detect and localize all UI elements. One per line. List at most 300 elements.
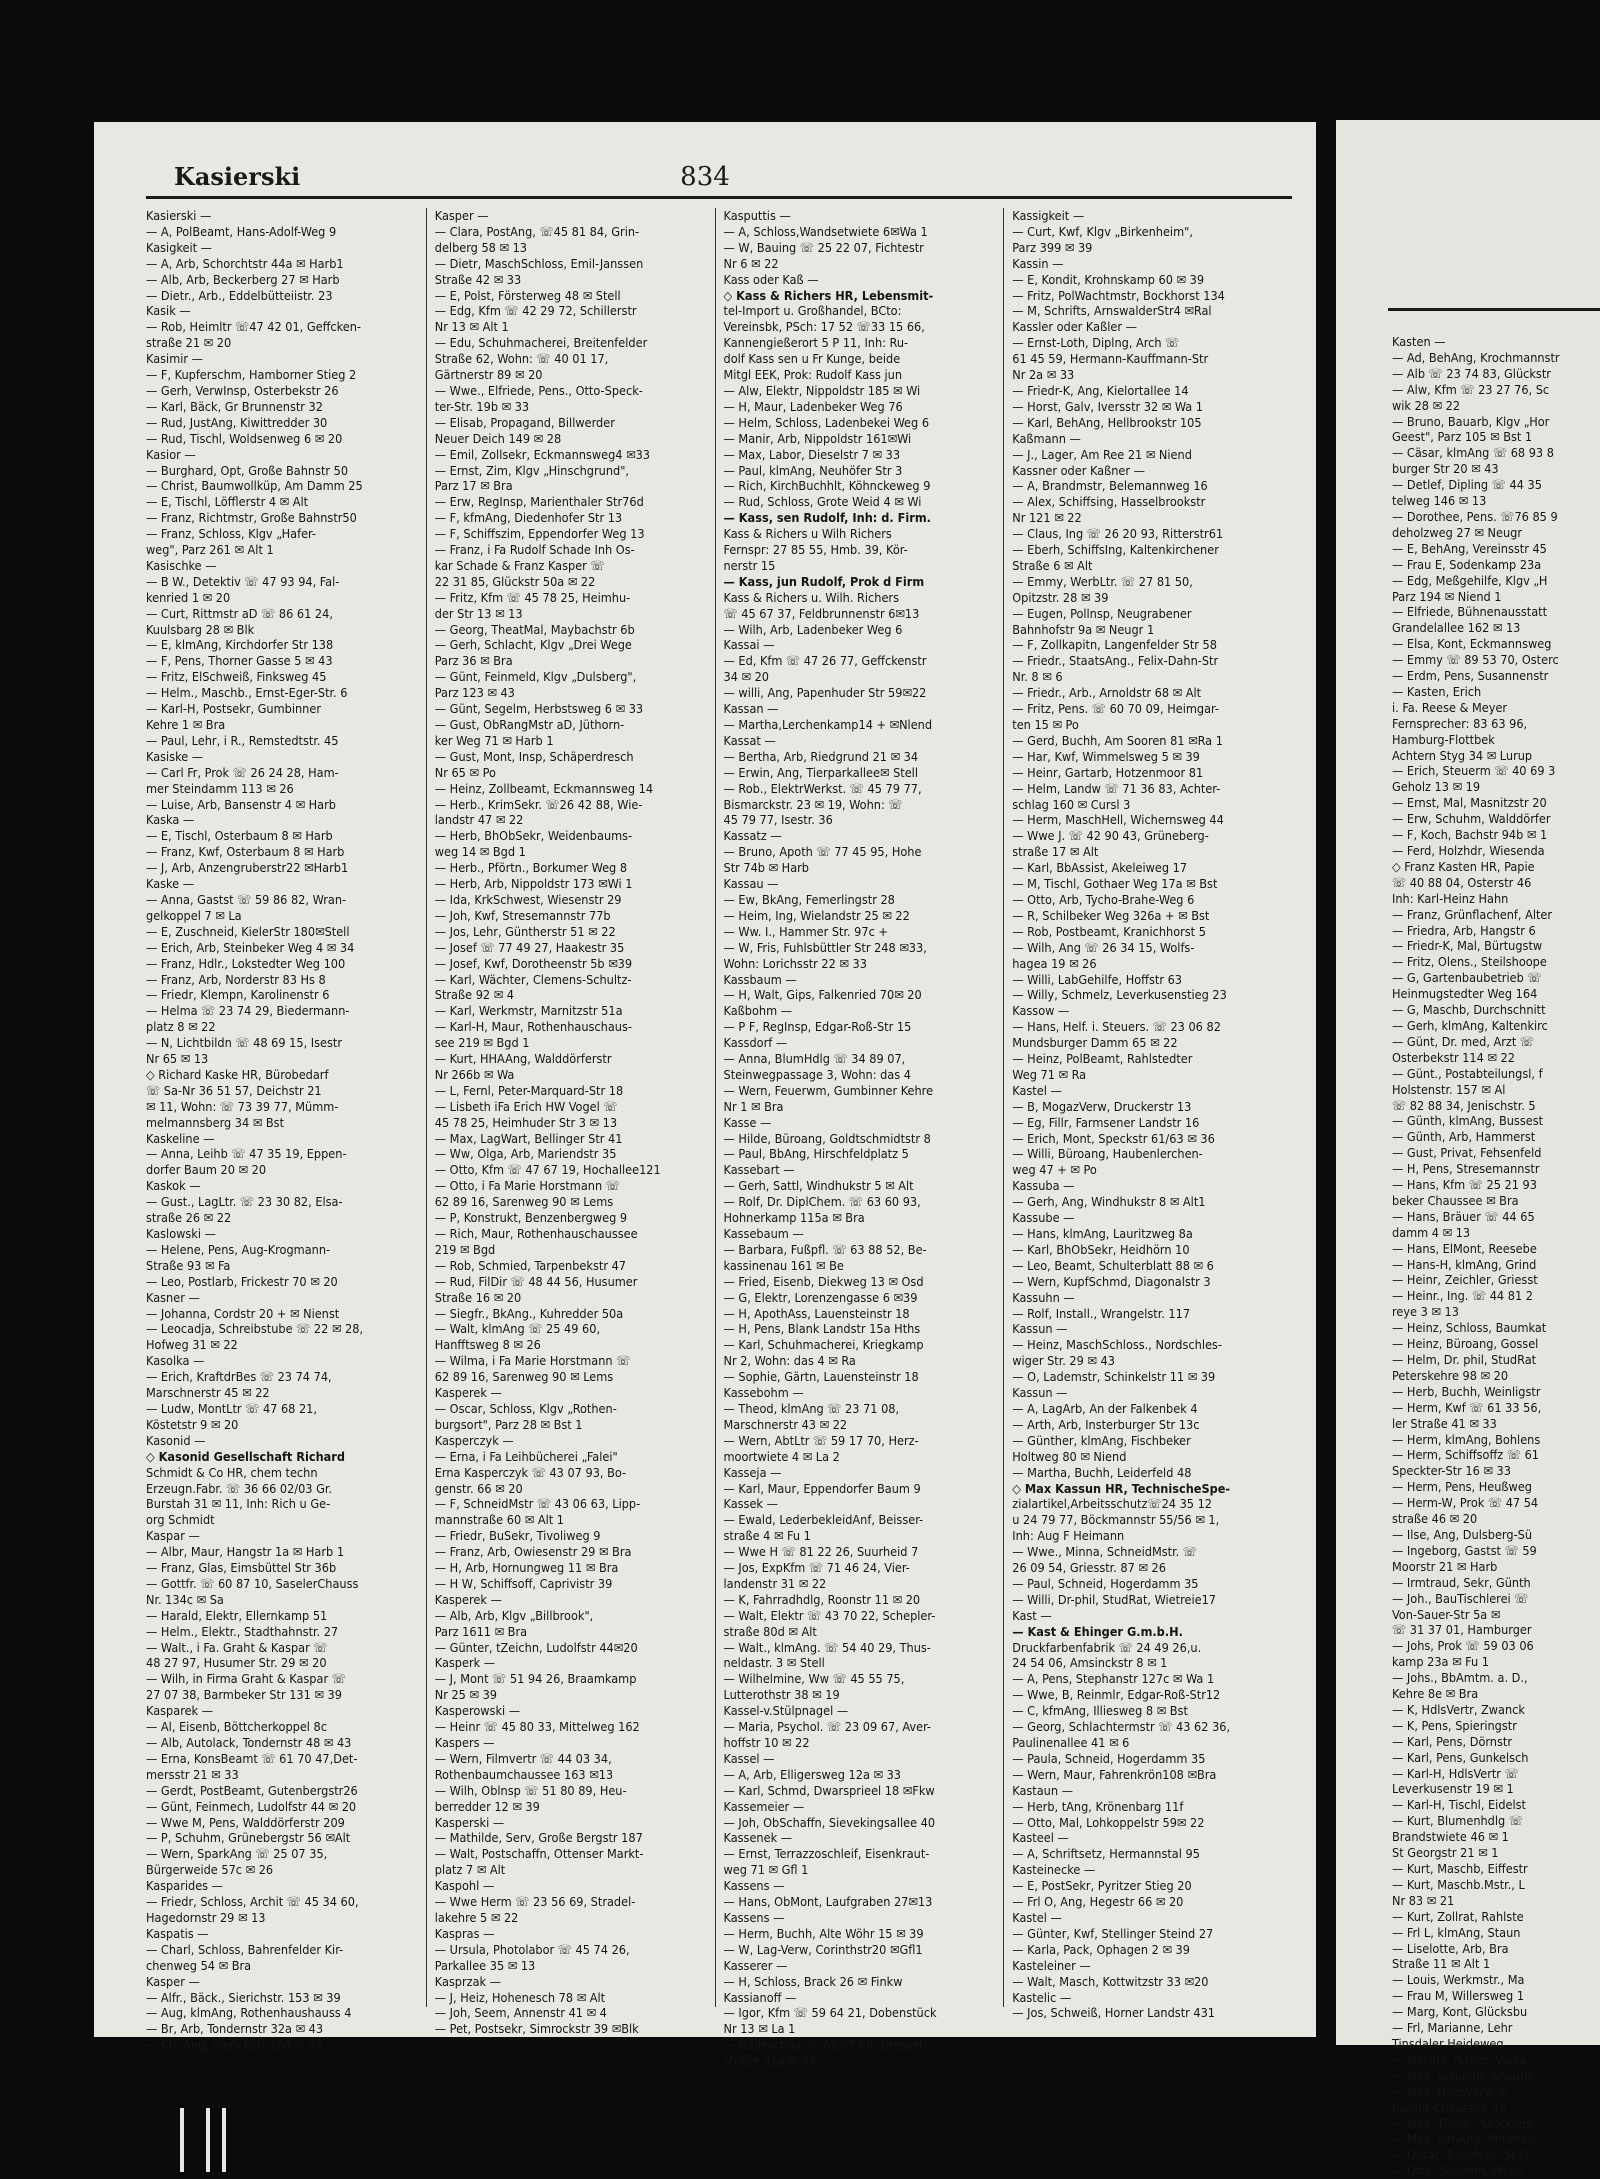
directory-entry-line: — O, Lademstr, Schinkelstr 11 ✉ 39 <box>1012 1369 1216 1385</box>
directory-entry-line: landstr 47 ✉ 22 <box>434 812 524 828</box>
adjacent-entry-line: Nr 83 ✉ 21 <box>1392 1892 1455 1908</box>
directory-entry-line: — Joh, Seem, Annenstr 41 ✉ 4 <box>434 2005 607 2021</box>
directory-entry-line: — Nadeschda ☏ 61 07 68, Drossel- <box>723 2037 927 2053</box>
adjacent-entry-line: — Alb ☏ 23 74 83, Glückstr <box>1392 365 1551 381</box>
directory-entry-line: — Alex, Schiffsing, Hasselbrookstr <box>1012 494 1206 510</box>
adjacent-entry-line: Kehre 8e ✉ Bra <box>1392 1686 1479 1702</box>
adjacent-entry-line: ler Straße 41 ✉ 33 <box>1392 1415 1497 1431</box>
directory-entry-line: Hohnerkamp 115a ✉ Bra <box>723 1210 865 1226</box>
directory-entry-line: — K, Fahrradhdlg, Roonstr 11 ✉ 20 <box>723 1591 921 1607</box>
directory-entry-line: — Burghard, Opt, Große Bahnstr 50 <box>146 462 349 478</box>
directory-entry-line: — Heinr, Gartarb, Hotzenmoor 81 <box>1012 764 1204 780</box>
directory-entry-line: Kassan — <box>723 701 779 717</box>
adjacent-entry-line: — Bruno, Bauarb, Klgv „Hor <box>1392 413 1550 429</box>
directory-entry-line: Kassdorf — <box>723 1035 788 1051</box>
directory-entry-line: — Erwin, Ang, Tierparkallee✉ Stell <box>723 764 918 780</box>
directory-entry-line: wiger Str. 29 ✉ 43 <box>1012 1353 1115 1369</box>
directory-entry-line: 34 ✉ 20 <box>723 669 770 685</box>
directory-entry-line: Kassianoff — <box>723 1989 797 2005</box>
directory-entry-line: moortwiete 4 ✉ La 2 <box>723 1448 840 1464</box>
directory-entry-line: — Heinz, PolBeamt, Rahlstedter <box>1012 1051 1193 1067</box>
adjacent-entry-line: — Karl-H, Tischl, Eidelst <box>1392 1797 1526 1813</box>
directory-entry-line: kassinenau 161 ✉ Be <box>723 1257 844 1273</box>
directory-entry-line: — Paul, klmAng, Neuhöfer Str 3 <box>723 462 903 478</box>
directory-entry-line: — Br, Arb, Tondernstr 32a ✉ 43 <box>146 2021 324 2037</box>
directory-entry-line: Kasner — <box>146 1289 200 1305</box>
adjacent-entry-line: ◇ Franz Kasten HR, Papie <box>1392 858 1535 874</box>
directory-entry-line: — Herb., KrimSekr. ☏26 42 88, Wie- <box>434 796 643 812</box>
directory-entry-line: — Wilhelmine, Ww ☏ 45 55 75, <box>723 1671 905 1687</box>
directory-entry-line: Straße 92 ✉ 4 <box>434 987 515 1003</box>
adjacent-entry-line: — Erdm, Pens, Susannenstr <box>1392 668 1549 684</box>
directory-entry-line: Kassemeier — <box>723 1798 805 1814</box>
directory-entry-line: — Georg, Schlachtermstr ☏ 43 62 36, <box>1012 1719 1231 1735</box>
directory-entry-line: Paulinenallee 41 ✉ 6 <box>1012 1735 1130 1750</box>
directory-entry-line: delberg 58 ✉ 13 <box>434 239 527 255</box>
directory-entry-line: — Wilh, Ang ☏ 26 34 15, Wolfs- <box>1012 939 1195 955</box>
directory-entry-line: Kaspras — <box>434 1925 495 1941</box>
adjacent-entry-line: Geest", Parz 105 ✉ Bst 1 <box>1392 429 1533 445</box>
directory-entry-line: — Arth, Arb, Insterburger Str 13c <box>1012 1416 1200 1432</box>
adjacent-entry-line: — Frau E, Sodenkamp 23a <box>1392 556 1542 572</box>
directory-entry-line: — Siegfr., BkAng., Kuhredder 50a <box>434 1305 624 1321</box>
directory-entry-line: — Jos, Lehr, Güntherstr 51 ✉ 22 <box>434 923 616 939</box>
adjacent-entry-line: — Johs., BbAmtm. a. D., <box>1392 1670 1528 1686</box>
directory-entry-line: — Joh, ObSchaffn, Sievekingsallee 40 <box>723 1814 936 1830</box>
directory-entry-line: — Wwe M, Pens, Walddörferstr 209 <box>146 1814 345 1830</box>
directory-entry-line: — Anna, Leihb ☏ 47 35 19, Eppen- <box>146 1146 347 1162</box>
directory-entry-line: Kasperek — <box>434 1385 502 1401</box>
adjacent-entry-line: burger Chaussee 49 <box>1392 2099 1507 2115</box>
directory-entry-line: Kassel — <box>723 1750 775 1766</box>
adjacent-entry-line: — Johs, Prok ☏ 59 03 06 <box>1392 1638 1534 1654</box>
directory-entry-line: — Karl, Schmd, Dwarsprieel 18 ✉Fkw <box>723 1782 935 1798</box>
adjacent-entry-line: Osterbekstr 114 ✉ 22 <box>1392 1049 1515 1065</box>
directory-entry-line: — Rud, JustAng, Kiwittredder 30 <box>146 414 328 430</box>
directory-entry-line: 61 45 59, Hermann-Kauffmann-Str <box>1012 351 1209 367</box>
adjacent-entry-line: — Frl L, klmAng, Staun <box>1392 1924 1521 1940</box>
adjacent-entry-line: — Heinz, Schloss, Baumkat <box>1392 1320 1547 1336</box>
adjacent-entry-line: — Cäsar, klmAng ☏ 68 93 8 <box>1392 445 1554 461</box>
directory-entry-line: — Joh, Kwf, Stresemannstr 77b <box>434 907 611 923</box>
directory-entry-line: weg 47 + ✉ Po <box>1012 1162 1097 1178</box>
directory-entry-line: Kaßmann — <box>1012 430 1081 446</box>
directory-entry-line: — Alfr., Bäck., Sierichstr. 153 ✉ 39 <box>146 1989 341 2005</box>
directory-entry-line: — B, MogazVerw, Druckerstr 13 <box>1012 1098 1192 1114</box>
page-number: 834 <box>680 162 730 192</box>
directory-entry-line: Druckfarbenfabrik ☏ 24 49 26,u. <box>1012 1639 1202 1655</box>
directory-entry-line: — Karla, Pack, Ophagen 2 ✉ 39 <box>1012 1941 1190 1957</box>
adjacent-entry-line: — H, Pens, Stresemannstr <box>1392 1161 1540 1177</box>
directory-entry-line: — Frl O, Ang, Hegestr 66 ✉ 20 <box>1012 1894 1184 1910</box>
directory-entry-line: 45 78 25, Heimhuder Str 3 ✉ 13 <box>434 1114 618 1130</box>
directory-entry-line: — Paul, Lehr, i R., Remstedtstr. 45 <box>146 732 339 748</box>
directory-entry-line: Kassat — <box>723 732 776 748</box>
header-rule <box>146 196 1292 199</box>
adjacent-entry-line: ☏ 40 88 04, Osterstr 46 <box>1392 874 1532 890</box>
adjacent-entry-line: — Karl, Pens, Dörnstr <box>1392 1733 1512 1749</box>
directory-entry-line: — Edu, Schuhmacherei, Breitenfelder <box>434 335 648 351</box>
adjacent-entry-line: — Friedra, Arb, Hangstr 6 <box>1392 922 1536 938</box>
directory-entry-line: — Wern, Filmvertr ☏ 44 03 34, <box>434 1750 612 1766</box>
directory-entry-line: nerstr 15 <box>723 557 776 573</box>
directory-entry-line: — Rob., ElektrWerkst. ☏ 45 79 77, <box>723 780 922 796</box>
directory-entry-line: — Al, Eisenb, Böttcherkoppel 8c <box>146 1719 327 1735</box>
directory-entry-line: — A, Schriftsetz, Hermannstal 95 <box>1012 1846 1200 1862</box>
adjacent-entry-line: — Frau M, Willersweg 1 <box>1392 1988 1525 2004</box>
directory-entry-line: weg", Parz 261 ✉ Alt 1 <box>146 542 274 558</box>
directory-entry-line: Kassow — <box>1012 1003 1070 1019</box>
directory-entry-line: — Claus, Ing ☏ 26 20 93, Ritterstr61 <box>1012 526 1224 542</box>
directory-entry-line: Kastelic — <box>1012 1989 1072 2005</box>
adjacent-entry-line: — Elfriede, Bühnenausstatt <box>1392 604 1548 620</box>
directory-entry-line: — Otto, Mal, Lohkoppelstr 59✉ 22 <box>1012 1814 1205 1830</box>
directory-entry-line: — Josef ☏ 77 49 27, Haakestr 35 <box>434 939 625 955</box>
directory-entry-line: Kassler oder Kaßler — <box>1012 319 1137 335</box>
directory-entry-line: — E, klmAng, Kirchdorfer Str 138 <box>146 637 334 653</box>
directory-entry-line: Erzeugn.Fabr. ☏ 36 66 02/03 Gr. <box>146 1480 332 1496</box>
adjacent-entry-line: — Fritz, Olens., Steilshoope <box>1392 954 1547 970</box>
adjacent-entry-line: — Hans, ElMont, Reesebe <box>1392 1240 1537 1256</box>
directory-entry-line: hagea 19 ✉ 26 <box>1012 955 1097 971</box>
directory-entry-line: — Herb., Pförtn., Borkumer Weg 8 <box>434 860 628 876</box>
directory-entry-line: — Wern, SparkAng ☏ 25 07 35, <box>146 1846 328 1862</box>
directory-entry-line: mannstraße 60 ✉ Alt 1 <box>434 1512 564 1528</box>
directory-entry-line: — Ew, BkAng, Femerlingstr 28 <box>723 891 895 907</box>
directory-entry-line: — E, PostSekr, Pyritzer Stieg 20 <box>1012 1878 1192 1894</box>
directory-entry-line: — E, Tischl, Löfflerstr 4 ✉ Alt <box>146 494 309 510</box>
adjacent-entry-line: — Louis, Werkmstr., Ma <box>1392 1972 1525 1988</box>
directory-entry-line: — Barbara, Fußpfl. ☏ 63 88 52, Be- <box>723 1241 927 1257</box>
adjacent-entry-line: Achtern Styg 34 ✉ Lurup <box>1392 747 1533 763</box>
directory-entry-line: — Erna, i Fa Leihbücherei „Falei" <box>434 1448 618 1464</box>
directory-entry-line: neldastr. 3 ✉ Stell <box>723 1655 825 1671</box>
column-3 <box>715 208 1004 2069</box>
adjacent-entry-line: Von-Sauer-Str 5a ✉ <box>1392 1606 1501 1622</box>
directory-entry-line: Kaskeline — <box>146 1130 215 1146</box>
directory-entry-line: — Martha, Buchh, Leiderfeld 48 <box>1012 1464 1192 1480</box>
directory-entry-line: — Rich, Maur, Rothenhauschaussee <box>434 1226 638 1241</box>
directory-entry-line: — Friedr., StaatsAng., Felix-Dahn-Str <box>1012 653 1219 669</box>
adjacent-entry-line: Hamburg-Flottbek <box>1392 731 1495 747</box>
adjacent-entry-line: — Herb, Buchh, Weinligstr <box>1392 1383 1541 1399</box>
directory-entry-line: — Ida, KrkSchwest, Wiesenstr 29 <box>434 891 622 907</box>
directory-entry-line: — P, Schuhm, Grünebergstr 56 ✉Alt <box>146 1830 351 1846</box>
directory-entry-line: — Willy, Schmelz, Leverkusenstieg 23 <box>1012 987 1227 1003</box>
adjacent-entry-line: — Ferd, Holzhdr, Wiesenda <box>1392 843 1545 858</box>
directory-entry-line: — F, Schiffszim, Eppendorfer Weg 13 <box>434 526 645 542</box>
directory-entry-line: — Gerh, Schlacht, Klgv „Drei Wege <box>434 637 632 653</box>
directory-entry-line: Kasigkeit — <box>146 239 213 255</box>
directory-entry-line: Kassel-v.Stülpnagel — <box>723 1703 849 1719</box>
directory-entry-line: Parz 17 ✉ Bra <box>434 478 513 494</box>
directory-entry-line: — Günter, Kwf, Stellinger Steind 27 <box>1012 1925 1214 1941</box>
directory-entry-line: — Max, Labor, Dieselstr 7 ✉ 33 <box>723 446 901 462</box>
directory-entry-line: — J, Mont ☏ 51 94 26, Braamkamp <box>434 1671 637 1687</box>
directory-entry-line: Kasparides — <box>146 1878 223 1894</box>
directory-entry-line: — E, Polst, Försterweg 48 ✉ Stell <box>434 287 621 303</box>
directory-entry-line: — Wwe Herm ☏ 23 56 69, Stradel- <box>434 1894 636 1910</box>
directory-entry-line: — Elisab, Propagand, Billwerder <box>434 414 615 430</box>
directory-entry-line: — A, Arb, Schorchtstr 44a ✉ Harb1 <box>146 255 344 271</box>
page-header <box>94 162 1316 196</box>
adjacent-entry-line: — E, BehAng, Vereinsstr 45 <box>1392 540 1547 556</box>
directory-entry-line: Kasteel — <box>1012 1830 1069 1846</box>
directory-entry-line: Kaske — <box>146 876 195 892</box>
directory-entry-line: — F, kfmAng, Diedenhofer Str 13 <box>434 510 623 526</box>
directory-entry-line: Kassigkeit — <box>1012 208 1085 223</box>
directory-entry-line: straße 80d ✉ Alt <box>723 1623 817 1639</box>
directory-entry-line: — Rud, Schloss, Grote Weid 4 ✉ Wi <box>723 494 922 510</box>
directory-entry-line: — Walt., klmAng. ☏ 54 40 29, Thus- <box>723 1639 931 1655</box>
directory-entry-line: Lutterothstr 38 ✉ 19 <box>723 1687 840 1703</box>
adjacent-entry-line: — Max, Schuhm, Anguns <box>1392 2067 1534 2083</box>
directory-entry-line: — Bertha, Arb, Riedgrund 21 ✉ 34 <box>723 748 919 764</box>
directory-entry-line: — Ww. I., Hammer Str. 97c + <box>723 923 888 939</box>
directory-entry-line: berredder 12 ✉ 39 <box>434 1798 540 1814</box>
directory-entry-line: — Franz, Arb, Owiesenstr 29 ✉ Bra <box>434 1544 632 1560</box>
directory-entry-line: — Emil, Zollsekr, Eckmannsweg4 ✉33 <box>434 446 650 462</box>
directory-entry-line: Kastel — <box>1012 1909 1062 1925</box>
directory-entry-line: — Wilh, Oblnsp ☏ 51 80 89, Heu- <box>434 1782 627 1798</box>
columns <box>146 208 1292 2069</box>
adjacent-entry-line: — Kurt, Blumenhdlg ☏ <box>1392 1813 1523 1829</box>
directory-entry-line: — Otto, i Fa Marie Horstmann ☏ <box>434 1178 620 1194</box>
directory-entry-line: — Friedr, Schloss, Archit ☏ 45 34 60, <box>146 1894 359 1910</box>
directory-entry-line: Straße 42 ✉ 33 <box>434 271 522 287</box>
directory-entry-line: — Herb, Arb, Nippoldstr 173 ✉Wi 1 <box>434 876 633 892</box>
directory-entry-line: — Edg, Kfm ☏ 42 29 72, Schillerstr <box>434 303 637 319</box>
directory-entry-line: Rothenbaumchaussee 163 ✉13 <box>434 1766 614 1782</box>
directory-entry-line: — Gust, Mont, Insp, Schäperdresch <box>434 748 634 764</box>
directory-entry-line: — Aug, klmAng, Rothenhaushauss 4 <box>146 2005 352 2021</box>
directory-entry-line: — Otto, Arb, Tycho-Brahe-Weg 6 <box>1012 891 1195 907</box>
directory-entry-line: platz 8 ✉ 22 <box>146 1019 216 1035</box>
directory-entry-line: 24 54 06, Amsinckstr 8 ✉ 1 <box>1012 1655 1168 1671</box>
directory-entry-line: der Str 13 ✉ 13 <box>434 605 523 621</box>
directory-entry-line: Vereinsbk, PSch: 17 52 ☏33 15 66, <box>723 319 925 335</box>
adjacent-entry-line: — Kurt, Maschb, Eiffestr <box>1392 1861 1528 1876</box>
adjacent-entry-line: Leverkusenstr 19 ✉ 1 <box>1392 1781 1514 1797</box>
directory-entry-line: Kassenek — <box>723 1830 793 1846</box>
directory-entry-line: — Fried, Eisenb, Diekweg 13 ✉ Osd <box>723 1273 924 1289</box>
directory-entry-line: — Herm, MaschHell, Wichernsweg 44 <box>1012 812 1224 828</box>
adjacent-entry-line: Inh: Karl-Heinz Hahn <box>1392 890 1509 906</box>
directory-entry-line: — Curt, Rittmstr aD ☏ 86 61 24, <box>146 605 333 621</box>
adjacent-entry-line: kamp 23a ✉ Fu 1 <box>1392 1654 1489 1670</box>
directory-entry-line: — Sophie, Gärtn, Lauensteinstr 18 <box>723 1369 919 1385</box>
directory-entry-line: Kasse — <box>723 1114 772 1130</box>
directory-entry-line: — N, Lichtbildn ☏ 48 69 15, Isestr <box>146 1035 342 1051</box>
directory-entry-line: — Franz, Schloss, Klgv „Hafer- <box>146 526 316 542</box>
adjacent-entry-line: reye 3 ✉ 13 <box>1392 1304 1459 1320</box>
directory-entry-line: — Kast & Ehinger G.m.b.H. <box>1012 1623 1183 1639</box>
directory-entry-line: Kassebohm — <box>723 1385 804 1401</box>
directory-entry-line: — Martha,Lerchenkamp14 + ✉Nlend <box>723 717 933 732</box>
directory-entry-line: — A, Brandmstr, Belemannweg 16 <box>1012 478 1208 494</box>
directory-entry-line: — H, Maur, Ladenbeker Weg 76 <box>723 398 903 414</box>
directory-entry-line: burgsort", Parz 28 ✉ Bst 1 <box>434 1416 583 1432</box>
adjacent-entry-line: — Hans, Kfm ☏ 25 21 93 <box>1392 1177 1537 1193</box>
directory-entry-line: Kassuhn — <box>1012 1289 1075 1305</box>
directory-entry-line: — Karl, BehAng, Hellbrookstr 105 <box>1012 414 1202 430</box>
adjacent-entry-line: Heinmugstedter Weg 164 <box>1392 986 1538 1002</box>
directory-entry-line: Fernspr: 27 85 55, Hmb. 39, Kör- <box>723 542 908 558</box>
directory-entry-line: — Wwe., Elfriede, Pens., Otto-Speck- <box>434 382 643 398</box>
directory-entry-line: — Dietr, MaschSchloss, Emil-Janssen <box>434 255 644 271</box>
directory-entry-line: Kassens — <box>723 1909 785 1925</box>
directory-entry-line: ten 15 ✉ Po <box>1012 717 1079 732</box>
directory-entry-line: — Gerdt, PostBeamt, Gutenbergstr26 <box>146 1782 358 1798</box>
adjacent-page <box>1336 120 1600 2179</box>
directory-entry-line: — J., Lager, Am Ree 21 ✉ Niend <box>1012 446 1192 462</box>
directory-entry-line: — J, Arb, Anzengruberstr22 ✉Harb1 <box>146 860 349 876</box>
directory-entry-line: Kaßbohm — <box>723 1003 793 1019</box>
directory-entry-line: — Wwe., Minna, SchneidMstr. ☏ <box>1012 1544 1197 1560</box>
directory-entry-line: Nr. 134c ✉ Sa <box>146 1591 224 1607</box>
directory-entry-line: — Walt, Masch, Kottwitzstr 33 ✉20 <box>1012 1973 1209 1989</box>
directory-entry-line: Steinwegpassage 3, Wohn: das 4 <box>723 1066 911 1082</box>
directory-entry-line: — Igor, Kfm ☏ 59 64 21, Dobenstück <box>723 2005 937 2021</box>
directory-entry-line: weg 71 ✉ Gfl 1 <box>723 1862 809 1878</box>
directory-entry-line: Kaska — <box>146 812 195 828</box>
directory-entry-line: — Rolf, Install., Wrangelstr. 117 <box>1012 1305 1191 1321</box>
directory-entry-line: see 219 ✉ Bgd 1 <box>434 1035 530 1051</box>
directory-entry-line: Kassai — <box>723 637 775 653</box>
adjacent-entry-line: — Irmtraud, Sekr, Günth <box>1392 1574 1531 1590</box>
directory-entry-line: Nr 2a ✉ 33 <box>1012 367 1075 383</box>
directory-entry-line: Kasior — <box>146 446 196 462</box>
directory-entry-line: Bürgerweide 57c ✉ 26 <box>146 1862 274 1878</box>
adjacent-entry-line: — G, Maschb, Durchschnitt <box>1392 1002 1546 1018</box>
directory-entry-line: Kassube — <box>1012 1210 1075 1226</box>
directory-entry-line: ✉ 11, Wohn: ☏ 73 39 77, Mümm- <box>146 1098 339 1114</box>
directory-entry-line: — H, Arb, Hornungweg 11 ✉ Bra <box>434 1560 619 1576</box>
directory-entry-line: — Bruno, Apoth ☏ 77 45 95, Hohe <box>723 844 922 860</box>
directory-entry-line: Parz 123 ✉ 43 <box>434 685 515 701</box>
directory-entry-line: — Theod, klmAng ☏ 23 71 08, <box>723 1400 900 1416</box>
directory-entry-line: — Wern, Maur, Fahrenkrön108 ✉Bra <box>1012 1766 1217 1782</box>
directory-entry-line: Nr 1 ✉ Bra <box>723 1098 784 1114</box>
directory-entry-line: — Helma ☏ 23 74 29, Biedermann- <box>146 1003 350 1019</box>
adjacent-entry-line: — Günt., Postabteilungsl, f <box>1392 1065 1543 1081</box>
directory-entry-line: — Ernst-Loth, Diplng, Arch ☏ <box>1012 335 1180 351</box>
directory-entry-line: ◇ Kass & Richers HR, Lebensmit- <box>723 287 934 303</box>
directory-entry-line: Hagedornstr 29 ✉ 13 <box>146 1909 266 1925</box>
directory-entry-line: Kannengießerort 5 P 11, Inh: Ru- <box>723 335 909 351</box>
directory-entry-line: — A, Schloss,Wandsetwiete 6✉Wa 1 <box>723 223 928 239</box>
directory-entry-line: — Leo, Postlarb, Frickestr 70 ✉ 20 <box>146 1273 338 1289</box>
directory-entry-line: Kassebaum — <box>723 1226 804 1241</box>
directory-entry-line: — Paula, Schneid, Hogerdamm 35 <box>1012 1750 1206 1766</box>
adjacent-entry-line: — Heinr, Zeichler, Griesst <box>1392 1272 1538 1288</box>
adjacent-entry-line: — Hans-H, klmAng, Grind <box>1392 1256 1537 1272</box>
directory-entry-line: — Hans, ObMont, Laufgraben 27✉13 <box>723 1894 933 1910</box>
directory-entry-line: Kassun — <box>1012 1321 1068 1337</box>
directory-entry-line: Kasonid — <box>146 1432 206 1448</box>
directory-entry-line: ◇ Richard Kaske HR, Bürobedarf <box>146 1066 329 1082</box>
adjacent-entry-line: — Günt, Dr. med, Arzt ☏ <box>1392 1033 1535 1049</box>
directory-entry-line: Kastaun — <box>1012 1782 1073 1798</box>
directory-entry-line: — A, LagArb, An der Falkenbek 4 <box>1012 1400 1198 1416</box>
directory-entry-line: gelkoppel 7 ✉ La <box>146 907 242 923</box>
directory-entry-line: 22 31 85, Glückstr 50a ✉ 22 <box>434 573 596 589</box>
directory-entry-line: — Friedr., Arb., Arnoldstr 68 ✉ Alt <box>1012 685 1202 701</box>
directory-entry-line: — Rob, Postbeamt, Kranichhorst 5 <box>1012 923 1206 939</box>
adjacent-entry-line: — Joh., BauTischlerei ☏ <box>1392 1590 1529 1606</box>
directory-entry-line: — Eugen, Pollnsp, Neugrabener <box>1012 605 1192 621</box>
directory-entry-line: melmannsberg 34 ✉ Bst <box>146 1114 285 1130</box>
directory-entry-line: Burstah 31 ✉ 11, Inh: Rich u Ge- <box>146 1496 331 1512</box>
directory-entry-line: — Luise, Arb, Bansenstr 4 ✉ Harb <box>146 796 336 812</box>
adjacent-entry-line: — Heinz, Büroang, Gossel <box>1392 1336 1539 1352</box>
directory-entry-line: 26 09 54, Griesstr. 87 ✉ 26 <box>1012 1560 1166 1576</box>
directory-entry-line: zialartikel,Arbeitsschutz☏24 35 12 <box>1012 1496 1213 1512</box>
adjacent-entry-line: — G, Gartenbaubetrieb ☏ <box>1392 970 1542 986</box>
directory-entry-line: — Harald, Elektr, Ellernkamp 51 <box>146 1607 328 1623</box>
adjacent-entry-line: Peterskehre 98 ✉ 20 <box>1392 1367 1509 1383</box>
directory-entry-line: Kasperowski — <box>434 1703 521 1719</box>
directory-entry-line: — Wwe, B, Reinmlr, Edgar-Roß-Str12 <box>1012 1687 1221 1703</box>
directory-entry-line: — Walt, Postschaffn, Ottenser Markt- <box>434 1846 644 1862</box>
adjacent-entry-line: — Herm, Pens, Heußweg <box>1392 1479 1532 1495</box>
adjacent-entry-line: ☏ 82 88 34, Jenischstr. 5 <box>1392 1097 1536 1113</box>
directory-entry-line: 62 89 16, Sarenweg 90 ✉ Lems <box>434 1369 614 1385</box>
directory-entry-line: Kasperek — <box>434 1591 502 1607</box>
directory-entry-line: Kasimir — <box>146 351 203 367</box>
directory-entry-line: — Horst, Galv, Iversstr 32 ✉ Wa 1 <box>1012 398 1204 414</box>
directory-entry-line: schlag 160 ✉ Cursl 3 <box>1012 796 1131 812</box>
directory-entry-line: — Fritz, ElSchweiß, Finksweg 45 <box>146 669 327 685</box>
directory-entry-line: — Günt, Segelm, Herbstsweg 6 ✉ 33 <box>434 701 644 717</box>
directory-entry-line: Opitzstr. 28 ✉ 39 <box>1012 589 1109 605</box>
directory-entry-line: — Karl, Werkmstr, Marnitzstr 51a <box>434 1003 623 1019</box>
directory-entry-line: Mundsburger Damm 65 ✉ 22 <box>1012 1035 1178 1051</box>
directory-entry-line: Kasper — <box>146 1973 200 1989</box>
adjacent-entry-line: — Kurt, Zollrat, Rahlste <box>1392 1908 1524 1924</box>
directory-entry-line: — Gottfr. ☏ 60 87 10, SaselerChauss <box>146 1575 359 1591</box>
adjacent-entry-line: — F, Koch, Bachstr 94b ✉ 1 <box>1392 827 1548 843</box>
adjacent-entry-line: deholzweg 27 ✉ Neugr <box>1392 524 1522 540</box>
directory-entry-line: Marschnerstr 45 ✉ 22 <box>146 1385 270 1401</box>
adjacent-entry-line: Geholz 13 ✉ 19 <box>1392 779 1481 795</box>
directory-entry-line: Kaspers — <box>434 1735 495 1750</box>
directory-entry-line: Bahnhofstr 9a ✉ Neugr 1 <box>1012 621 1155 637</box>
directory-entry-line: ◇ Max Kassun HR, TechnischeSpe- <box>1012 1480 1231 1496</box>
adjacent-entry-line: — Dorothee, Pens. ☏76 85 9 <box>1392 508 1558 524</box>
directory-entry-line: — Karl, BhObSekr, Heidhörn 10 <box>1012 1241 1190 1257</box>
column-2 <box>426 208 715 2037</box>
directory-entry-line: Kasteleiner — <box>1012 1957 1091 1973</box>
directory-entry-line: — C, kfmAng, Illiesweg 8 ✉ Bst <box>1012 1703 1188 1719</box>
directory-entry-line: — W, Lag-Verw, Corinthstr20 ✉Gfl1 <box>723 1941 923 1957</box>
directory-entry-line: — Friedr-K, Ang, Kielortallee 14 <box>1012 382 1189 398</box>
directory-entry-line: Schmidt & Co HR, chem techn <box>146 1464 318 1480</box>
directory-entry-line: Nr 6 ✉ 22 <box>723 255 779 271</box>
adjacent-entry-line: — Otto, Schuhm, Wilde <box>1392 2163 1524 2179</box>
directory-entry-line: — Anna, Gastst ☏ 59 86 82, Wran- <box>146 891 347 907</box>
directory-entry-line: Kass oder Kaß — <box>723 271 819 287</box>
adjacent-entry-line: Straße 11 ✉ Alt 1 <box>1392 1956 1491 1972</box>
directory-entry-line: — Anna, BlumHdlg ☏ 34 89 07, <box>723 1051 906 1067</box>
directory-entry-line: — Karl, BbAssist, Akeleiweg 17 <box>1012 860 1188 876</box>
directory-entry-line: Kast — <box>1012 1607 1052 1623</box>
directory-entry-line: Kasperczyk — <box>434 1432 514 1448</box>
directory-entry-line: Nr 13 ✉ Alt 1 <box>434 319 509 335</box>
directory-entry-line: — F, SchneidMstr ☏ 43 06 63, Lipp- <box>434 1496 641 1512</box>
directory-entry-line: Nr 121 ✉ 22 <box>1012 510 1082 526</box>
adjacent-entry-line: Holstenstr. 157 ✉ Al <box>1392 1081 1506 1097</box>
